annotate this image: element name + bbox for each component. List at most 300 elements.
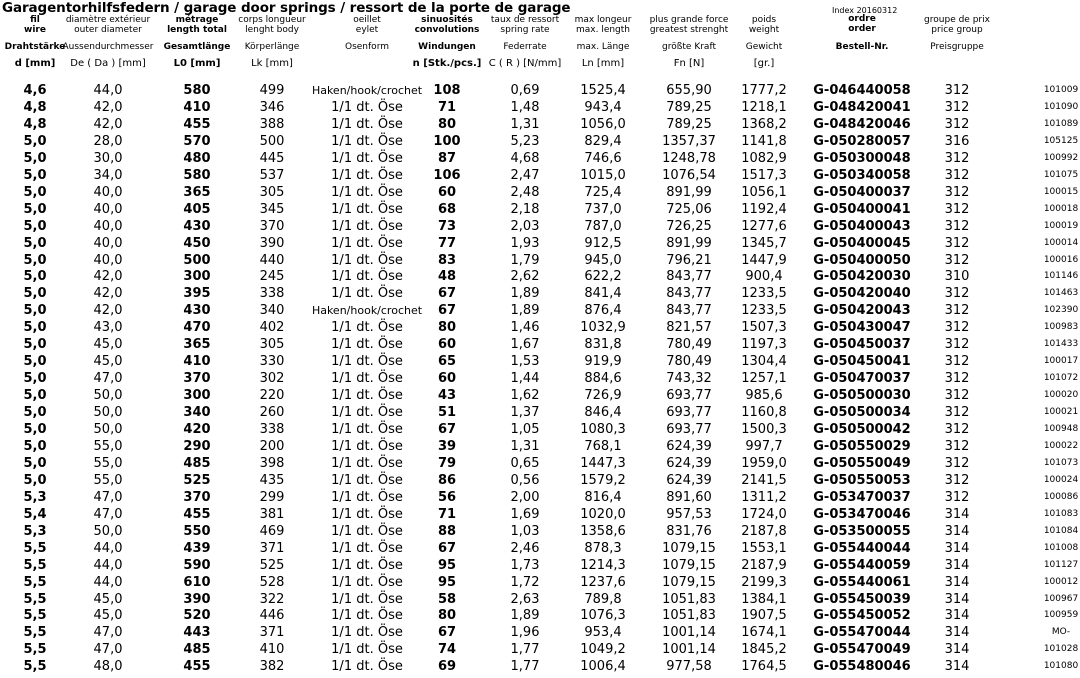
cell-group: 312 <box>944 354 970 370</box>
cell-Fn: 1079,15 <box>662 574 716 590</box>
cell-Ln: 725,4 <box>584 184 622 200</box>
cell-group: 312 <box>944 83 970 98</box>
cell-group: 314 <box>944 574 970 590</box>
cell-n: 87 <box>437 150 457 166</box>
cell-C: 1,53 <box>510 354 540 370</box>
cell-group: 312 <box>944 218 970 234</box>
cell-Lk: 330 <box>259 354 285 370</box>
ref-number: 101073 <box>1043 457 1079 468</box>
cell-n: 108 <box>433 83 461 98</box>
cell-Lk: 200 <box>259 438 285 454</box>
cell-Ln: 789,8 <box>584 591 622 607</box>
header-de: Osenform <box>345 42 389 52</box>
cell-De: 55,0 <box>93 472 123 488</box>
cell-order: G-053470046 <box>813 506 911 522</box>
cell-d: 5,4 <box>23 506 47 522</box>
header-fr: max longeur <box>574 15 632 25</box>
cell-Ln: 1237,6 <box>580 574 626 590</box>
cell-eyelet: 1/1 dt. Öse <box>331 371 403 387</box>
cell-L0: 610 <box>183 574 211 590</box>
cell-order: G-050500030 <box>813 388 911 404</box>
cell-d: 5,5 <box>23 659 47 675</box>
cell-d: 4,8 <box>23 116 47 132</box>
cell-d: 5,0 <box>23 354 47 370</box>
table-row <box>0 218 1080 235</box>
cell-group: 310 <box>944 269 970 285</box>
cell-d: 5,0 <box>23 201 47 217</box>
cell-Ln: 1056,0 <box>580 116 626 132</box>
cell-order: G-050420043 <box>813 303 911 319</box>
cell-Lk: 338 <box>259 286 285 302</box>
cell-De: 44,0 <box>93 540 123 556</box>
cell-group: 312 <box>944 303 970 319</box>
column-header-d <box>24 15 46 35</box>
cell-Fn: 1001,14 <box>662 625 716 641</box>
table-row <box>0 523 1080 540</box>
table-row <box>0 99 1080 116</box>
cell-L0: 390 <box>183 591 211 607</box>
cell-d: 5,0 <box>23 388 47 404</box>
cell-Ln: 726,9 <box>584 388 622 404</box>
table-row <box>0 302 1080 319</box>
cell-Fn: 726,25 <box>666 218 712 234</box>
cell-Lk: 245 <box>259 269 285 285</box>
table-row <box>0 201 1080 218</box>
ref-number: 100967 <box>1043 593 1079 604</box>
cell-Lk: 370 <box>259 218 285 234</box>
header-de: Gesamtlänge <box>163 42 231 52</box>
cell-Fn: 1079,15 <box>662 540 716 556</box>
table-row <box>0 235 1080 252</box>
cell-order: G-050550029 <box>813 438 911 454</box>
cell-eyelet: 1/1 dt. Öse <box>331 523 403 539</box>
cell-De: 47,0 <box>93 489 123 505</box>
header-unit: Fn [N] <box>673 58 705 69</box>
cell-Lk: 322 <box>259 591 285 607</box>
cell-d: 5,5 <box>23 591 47 607</box>
cell-C: 0,69 <box>510 83 540 98</box>
header-unit: Lk [mm] <box>251 58 293 69</box>
cell-De: 42,0 <box>93 99 123 115</box>
cell-L0: 290 <box>183 438 211 454</box>
cell-group: 312 <box>944 252 970 268</box>
cell-eyelet: 1/1 dt. Öse <box>331 642 403 658</box>
cell-Fn: 1051,83 <box>662 608 716 624</box>
cell-Fn: 843,77 <box>666 303 712 319</box>
cell-De: 42,0 <box>93 286 123 302</box>
ref-number: 101146 <box>1043 271 1079 282</box>
cell-eyelet: 1/1 dt. Öse <box>331 252 403 268</box>
cell-d: 5,5 <box>23 625 47 641</box>
header-en: weight <box>748 25 780 35</box>
cell-Ln: 919,9 <box>584 354 622 370</box>
ref-number: 100012 <box>1043 576 1079 587</box>
ref-number: 100016 <box>1043 254 1079 265</box>
cell-C: 1,79 <box>510 252 540 268</box>
cell-Fn: 957,53 <box>666 506 712 522</box>
table-row <box>0 624 1080 641</box>
cell-Ln: 1015,0 <box>580 167 626 183</box>
cell-L0: 500 <box>183 252 211 268</box>
ref-number: 100024 <box>1043 474 1079 485</box>
cell-eyelet: 1/1 dt. Öse <box>331 489 403 505</box>
table-row <box>0 252 1080 269</box>
column-header-De <box>66 15 150 35</box>
cell-n: 60 <box>437 184 457 200</box>
cell-De: 44,0 <box>93 574 123 590</box>
cell-Lk: 410 <box>259 642 285 658</box>
cell-Fn: 977,58 <box>666 659 712 675</box>
cell-Ln: 945,0 <box>584 252 622 268</box>
cell-n: 69 <box>437 659 457 675</box>
cell-group: 312 <box>944 405 970 421</box>
cell-C: 1,77 <box>510 659 540 675</box>
cell-Lk: 338 <box>259 422 285 437</box>
index-label: Index 20160312 <box>832 6 898 15</box>
cell-C: 1,05 <box>510 422 540 437</box>
cell-De: 47,0 <box>93 371 123 387</box>
header-unit: n [Stk./pcs.] <box>412 58 482 69</box>
cell-Lk: 435 <box>259 472 285 488</box>
cell-C: 4,68 <box>510 150 540 166</box>
cell-d: 5,0 <box>23 286 47 302</box>
ref-number: 100022 <box>1043 440 1079 451</box>
table-row <box>0 404 1080 421</box>
cell-Lk: 440 <box>259 252 285 268</box>
header-fr: poids <box>751 15 777 25</box>
cell-group: 312 <box>944 150 970 166</box>
table-row <box>0 472 1080 489</box>
cell-d: 5,0 <box>23 438 47 454</box>
cell-group: 312 <box>944 472 970 488</box>
cell-order: G-050550049 <box>813 455 911 471</box>
cell-L0: 410 <box>183 354 211 370</box>
cell-order: G-050420040 <box>813 286 911 302</box>
cell-Lk: 371 <box>259 540 285 556</box>
cell-L0: 443 <box>183 625 211 641</box>
header-de: Windungen <box>418 42 476 52</box>
cell-L0: 370 <box>183 489 211 505</box>
cell-L0: 455 <box>183 116 211 132</box>
header-fr: plus grande force <box>649 15 729 25</box>
header-fr: oeillet <box>353 15 381 25</box>
cell-L0: 370 <box>183 371 211 387</box>
ref-number: 100018 <box>1043 203 1079 214</box>
ref-number: 100019 <box>1043 220 1079 231</box>
cell-C: 1,89 <box>510 286 540 302</box>
cell-C: 1,44 <box>510 371 540 387</box>
cell-Fn: 891,60 <box>666 489 712 505</box>
cell-C: 1,31 <box>510 438 540 454</box>
cell-w: 1907,5 <box>741 608 787 624</box>
cell-w: 1553,1 <box>741 540 787 556</box>
cell-order: G-055470049 <box>813 642 911 658</box>
cell-n: 77 <box>437 235 457 251</box>
ref-number: 101463 <box>1043 288 1079 299</box>
cell-order: G-053500055 <box>813 523 911 539</box>
cell-order: G-050450037 <box>813 337 911 353</box>
cell-Lk: 390 <box>259 235 285 251</box>
cell-Fn: 624,39 <box>666 455 712 471</box>
cell-order: G-050420030 <box>813 269 911 285</box>
ref-number: 102390 <box>1043 305 1079 316</box>
cell-w: 1197,3 <box>741 337 787 353</box>
cell-Lk: 446 <box>259 608 285 624</box>
header-fr: corps longueur <box>238 15 306 25</box>
cell-eyelet: 1/1 dt. Öse <box>331 337 403 353</box>
cell-De: 45,0 <box>93 337 123 353</box>
cell-n: 106 <box>433 167 461 183</box>
cell-Lk: 305 <box>259 184 285 200</box>
table-row <box>0 438 1080 455</box>
cell-De: 55,0 <box>93 438 123 454</box>
table-row <box>0 540 1080 557</box>
cell-w: 1500,3 <box>741 422 787 437</box>
cell-Ln: 1080,3 <box>580 422 626 437</box>
cell-Lk: 299 <box>259 489 285 505</box>
cell-L0: 439 <box>183 540 211 556</box>
cell-C: 2,46 <box>510 540 540 556</box>
cell-C: 0,56 <box>510 472 540 488</box>
ref-number: 101084 <box>1043 525 1079 536</box>
cell-eyelet: 1/1 dt. Öse <box>331 422 403 437</box>
cell-De: 40,0 <box>93 235 123 251</box>
column-header-Lk <box>238 15 306 35</box>
cell-De: 34,0 <box>93 167 123 183</box>
header-en: order <box>848 24 876 34</box>
cell-group: 312 <box>944 201 970 217</box>
cell-Lk: 525 <box>259 557 285 573</box>
table-row <box>0 455 1080 472</box>
cell-d: 5,0 <box>23 235 47 251</box>
cell-Fn: 843,77 <box>666 269 712 285</box>
cell-d: 5,0 <box>23 218 47 234</box>
cell-C: 1,31 <box>510 116 540 132</box>
cell-w: 900,4 <box>745 269 783 285</box>
cell-Ln: 1447,3 <box>580 455 626 471</box>
cell-C: 1,03 <box>510 523 540 539</box>
cell-C: 2,48 <box>510 184 540 200</box>
ref-number: 101089 <box>1043 118 1079 129</box>
cell-order: G-046440058 <box>813 83 911 98</box>
cell-d: 5,0 <box>23 184 47 200</box>
cell-w: 1192,4 <box>741 201 787 217</box>
cell-De: 42,0 <box>93 269 123 285</box>
cell-order: G-050400045 <box>813 235 911 251</box>
column-header-w <box>749 15 779 35</box>
header-unit: De ( Da ) [mm] <box>70 58 146 69</box>
ref-number: 100017 <box>1043 356 1079 367</box>
cell-group: 312 <box>944 371 970 387</box>
header-en: greatest strenght <box>649 25 729 35</box>
header-de: Preisgruppe <box>930 42 984 52</box>
cell-eyelet: 1/1 dt. Öse <box>331 540 403 556</box>
cell-Lk: 469 <box>259 523 285 539</box>
cell-group: 314 <box>944 642 970 658</box>
cell-L0: 430 <box>183 218 211 234</box>
header-en: convolutions <box>414 25 480 35</box>
cell-Lk: 345 <box>259 201 285 217</box>
cell-n: 71 <box>437 99 457 115</box>
cell-L0: 455 <box>183 659 211 675</box>
cell-Ln: 1214,3 <box>580 557 626 573</box>
cell-group: 314 <box>944 540 970 556</box>
table-row <box>0 150 1080 167</box>
cell-d: 5,0 <box>23 472 47 488</box>
cell-n: 83 <box>437 252 457 268</box>
cell-w: 2141,5 <box>741 472 787 488</box>
cell-n: 48 <box>437 269 457 285</box>
header-de: Drahtstärke <box>4 42 66 52</box>
cell-d: 5,3 <box>23 523 47 539</box>
cell-n: 67 <box>437 286 457 302</box>
cell-n: 67 <box>437 540 457 556</box>
cell-L0: 410 <box>183 99 211 115</box>
cell-w: 1447,9 <box>741 252 787 268</box>
column-header-Fn <box>650 15 729 35</box>
cell-w: 1507,3 <box>741 320 787 336</box>
cell-Fn: 1001,14 <box>662 642 716 658</box>
table-row <box>0 133 1080 150</box>
header-de: max. Länge <box>576 42 630 52</box>
cell-group: 312 <box>944 99 970 115</box>
cell-eyelet: 1/1 dt. Öse <box>331 608 403 624</box>
cell-Ln: 912,5 <box>584 235 622 251</box>
cell-Ln: 746,6 <box>584 150 622 166</box>
table-row <box>0 557 1080 574</box>
cell-eyelet: 1/1 dt. Öse <box>331 405 403 421</box>
cell-C: 1,96 <box>510 625 540 641</box>
column-header-order <box>848 14 876 34</box>
cell-group: 312 <box>944 235 970 251</box>
cell-C: 2,62 <box>510 269 540 285</box>
cell-group: 316 <box>944 133 970 149</box>
cell-n: 67 <box>437 625 457 641</box>
cell-Ln: 787,0 <box>584 218 622 234</box>
ref-number: 100021 <box>1043 407 1079 418</box>
cell-C: 1,89 <box>510 303 540 319</box>
cell-L0: 300 <box>183 269 211 285</box>
cell-order: G-050300048 <box>813 150 911 166</box>
ref-number: 100959 <box>1043 610 1079 621</box>
cell-C: 2,00 <box>510 489 540 505</box>
header-unit: d [mm] <box>14 58 56 69</box>
cell-group: 314 <box>944 608 970 624</box>
cell-eyelet: 1/1 dt. Öse <box>331 472 403 488</box>
cell-w: 1233,5 <box>741 286 787 302</box>
cell-Ln: 1358,6 <box>580 523 626 539</box>
cell-Fn: 789,25 <box>666 99 712 115</box>
cell-w: 1845,2 <box>741 642 787 658</box>
cell-order: G-055440061 <box>813 574 911 590</box>
cell-Fn: 1248,78 <box>662 150 716 166</box>
cell-eyelet: 1/1 dt. Öse <box>331 201 403 217</box>
cell-eyelet: 1/1 dt. Öse <box>331 218 403 234</box>
cell-n: 80 <box>437 320 457 336</box>
ref-number: 100020 <box>1043 390 1079 401</box>
cell-De: 47,0 <box>93 642 123 658</box>
cell-Fn: 843,77 <box>666 286 712 302</box>
cell-De: 43,0 <box>93 320 123 336</box>
cell-group: 314 <box>944 506 970 522</box>
cell-Lk: 346 <box>259 99 285 115</box>
cell-w: 2187,9 <box>741 557 787 573</box>
cell-De: 40,0 <box>93 201 123 217</box>
cell-n: 68 <box>437 201 457 217</box>
cell-d: 5,5 <box>23 574 47 590</box>
header-de: Aussendurchmesser <box>62 42 154 52</box>
ref-number: MO- <box>1051 627 1071 638</box>
cell-L0: 470 <box>183 320 211 336</box>
cell-Ln: 831,8 <box>584 337 622 353</box>
cell-eyelet: 1/1 dt. Öse <box>331 506 403 522</box>
cell-Fn: 624,39 <box>666 438 712 454</box>
cell-eyelet: 1/1 dt. Öse <box>331 574 403 590</box>
cell-C: 1,72 <box>510 574 540 590</box>
column-header-eyelet <box>353 15 381 35</box>
cell-Fn: 780,49 <box>666 354 712 370</box>
cell-eyelet: 1/1 dt. Öse <box>331 184 403 200</box>
cell-De: 45,0 <box>93 591 123 607</box>
cell-group: 314 <box>944 523 970 539</box>
cell-w: 1384,1 <box>741 591 787 607</box>
column-header-Ln <box>575 15 632 35</box>
cell-C: 1,37 <box>510 405 540 421</box>
cell-C: 1,62 <box>510 388 540 404</box>
cell-De: 47,0 <box>93 625 123 641</box>
table-row <box>0 285 1080 302</box>
cell-d: 5,0 <box>23 405 47 421</box>
cell-order: G-050400043 <box>813 218 911 234</box>
cell-w: 1141,8 <box>741 133 787 149</box>
header-fr: fil <box>30 15 40 25</box>
cell-Fn: 1051,83 <box>662 591 716 607</box>
cell-Lk: 381 <box>259 506 285 522</box>
ref-number: 101008 <box>1043 542 1079 553</box>
cell-Ln: 953,4 <box>584 625 622 641</box>
cell-Lk: 302 <box>259 371 285 387</box>
cell-group: 312 <box>944 286 970 302</box>
cell-group: 312 <box>944 320 970 336</box>
header-unit: Ln [mm] <box>581 58 625 69</box>
cell-group: 312 <box>944 422 970 437</box>
cell-n: 60 <box>437 371 457 387</box>
cell-d: 5,0 <box>23 269 47 285</box>
header-unit: C ( R ) [N/mm] <box>488 58 562 69</box>
cell-Lk: 537 <box>259 167 285 183</box>
cell-L0: 365 <box>183 184 211 200</box>
cell-L0: 340 <box>183 405 211 421</box>
cell-d: 5,0 <box>23 303 47 319</box>
cell-Ln: 1020,0 <box>580 506 626 522</box>
cell-d: 5,0 <box>23 455 47 471</box>
cell-Ln: 1579,2 <box>580 472 626 488</box>
cell-Fn: 796,21 <box>666 252 712 268</box>
cell-w: 1277,6 <box>741 218 787 234</box>
ref-number: 101090 <box>1043 101 1079 112</box>
cell-De: 45,0 <box>93 354 123 370</box>
ref-number: 101028 <box>1043 644 1079 655</box>
cell-De: 44,0 <box>93 557 123 573</box>
cell-Ln: 1525,4 <box>580 83 626 98</box>
cell-n: 65 <box>437 354 457 370</box>
cell-eyelet: 1/1 dt. Öse <box>331 438 403 454</box>
cell-Lk: 402 <box>259 320 285 336</box>
cell-group: 314 <box>944 659 970 675</box>
cell-Fn: 780,49 <box>666 337 712 353</box>
cell-n: 95 <box>437 557 457 573</box>
cell-De: 48,0 <box>93 659 123 675</box>
